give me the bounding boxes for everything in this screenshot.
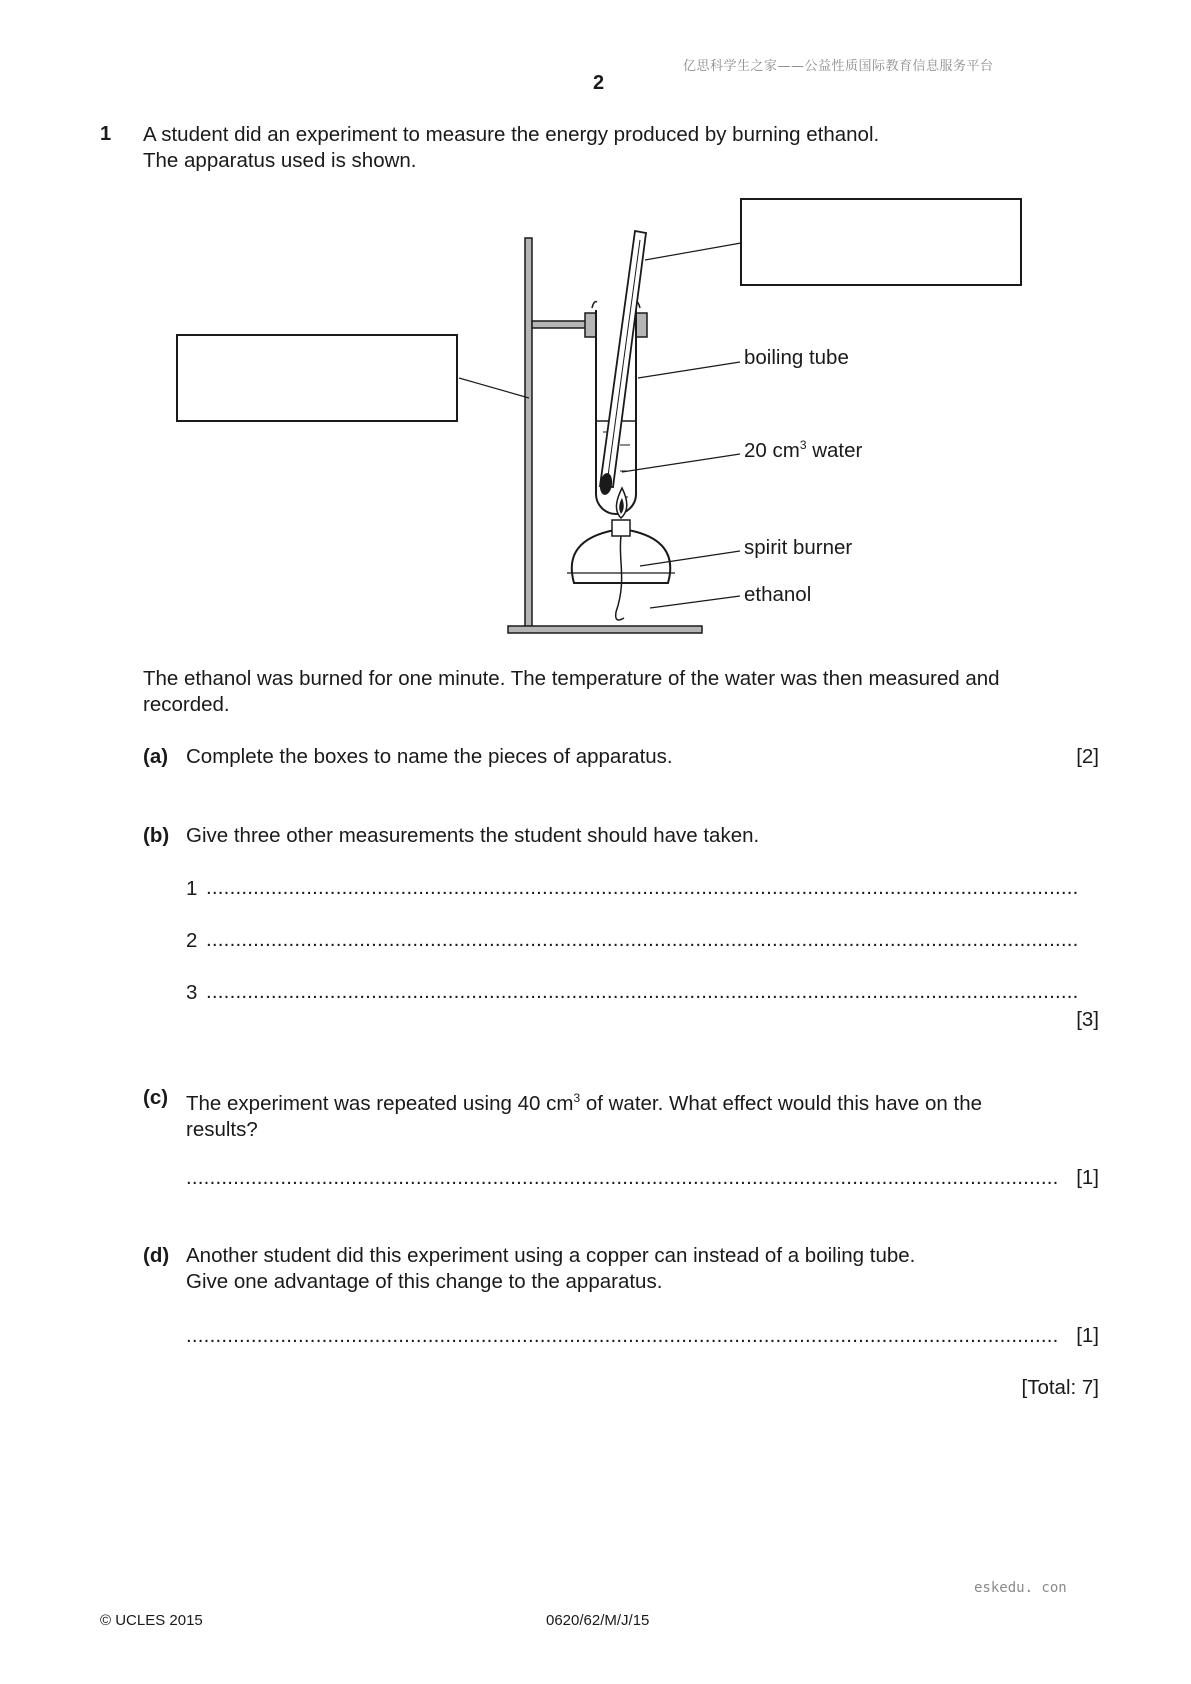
label-boiling-tube: boiling tube — [744, 346, 849, 369]
answer-box-left — [177, 335, 457, 421]
part-d-line-2: Give one advantage of this change to the apparatus. — [186, 1270, 663, 1293]
part-b-answer-line-3[interactable]: .................................................................................................................................................... — [206, 980, 1079, 1003]
label-water — [744, 438, 862, 463]
part-c-text-pre: The experiment was repeated using 40 cm — [186, 1091, 574, 1115]
part-b-line-3-number: 3 — [186, 981, 198, 1004]
leader-line-stand — [459, 378, 529, 398]
label-water-amount: 20 cm — [744, 438, 800, 462]
intro-line-2: The apparatus used is shown. — [143, 149, 417, 172]
part-c-text-sup: 3 — [573, 1091, 581, 1105]
part-d-line-1: Another student did this experiment using a copper can instead of a boiling tube. — [186, 1244, 916, 1267]
part-c-line-2: results? — [186, 1117, 258, 1141]
description-line-2: recorded. — [143, 693, 230, 716]
answer-box-top-right — [741, 199, 1021, 285]
part-a-text: Complete the boxes to name the pieces of apparatus. — [186, 745, 673, 768]
leader-line-water — [622, 454, 740, 472]
question-total: [Total: 7] — [1021, 1376, 1099, 1399]
leader-line-ethanol — [650, 596, 740, 608]
part-b-answer-line-2[interactable]: .................................................................................................................................................... — [206, 928, 1079, 951]
part-b-answer-line-1[interactable]: .................................................................................................................................................... — [206, 876, 1079, 899]
part-c-marks: [1] — [1076, 1166, 1099, 1189]
intro-line-1: A student did an experiment to measure the energy produced by burning ethanol. — [143, 123, 880, 146]
label-ethanol: ethanol — [744, 583, 812, 606]
page-number: 2 — [593, 72, 605, 94]
part-c-text-post: of water. What effect would this have on the — [580, 1091, 983, 1115]
leader-line-thermometer — [645, 243, 741, 260]
question-number: 1 — [100, 123, 112, 145]
part-a-marks: [2] — [1076, 745, 1099, 768]
apparatus-diagram — [0, 0, 1191, 700]
footer-paper-code: 0620/62/M/J/15 — [546, 1612, 650, 1629]
thermometer — [599, 231, 646, 496]
footer-copyright: © UCLES 2015 — [100, 1612, 203, 1629]
part-c-answer-line[interactable]: .................................................................................................................................................... — [186, 1166, 1059, 1189]
label-spirit-burner: spirit burner — [744, 536, 853, 559]
label-water-sup: 3 — [799, 438, 807, 452]
part-b-marks: [3] — [1076, 1008, 1099, 1031]
header-watermark: 亿思科学生之家——公益性质国际教育信息服务平台 — [683, 59, 994, 74]
experiment-description — [143, 666, 1083, 718]
part-b-label: (b) — [143, 824, 170, 847]
part-d-text — [186, 1243, 1086, 1295]
part-c-line-1 — [186, 1085, 1086, 1117]
part-c-label: (c) — [143, 1086, 169, 1109]
part-d-label: (d) — [143, 1244, 170, 1267]
part-d-marks: [1] — [1076, 1324, 1099, 1347]
part-b-line-2-number: 2 — [186, 929, 198, 952]
part-d-answer-line[interactable]: .................................................................................................................................................... — [186, 1324, 1059, 1347]
leader-line-boiling-tube — [638, 362, 740, 378]
description-line-1: The ethanol was burned for one minute. The temperature of the water was then measured and — [143, 667, 1000, 690]
part-b-text: Give three other measurements the student should have taken. — [186, 824, 760, 847]
part-a-label: (a) — [143, 745, 169, 768]
footer-watermark: eskedu. con — [974, 1580, 1067, 1596]
part-c-text — [186, 1085, 1086, 1143]
label-water-word: water — [806, 438, 863, 462]
part-b-line-1-number: 1 — [186, 877, 198, 900]
spirit-burner — [567, 488, 675, 620]
